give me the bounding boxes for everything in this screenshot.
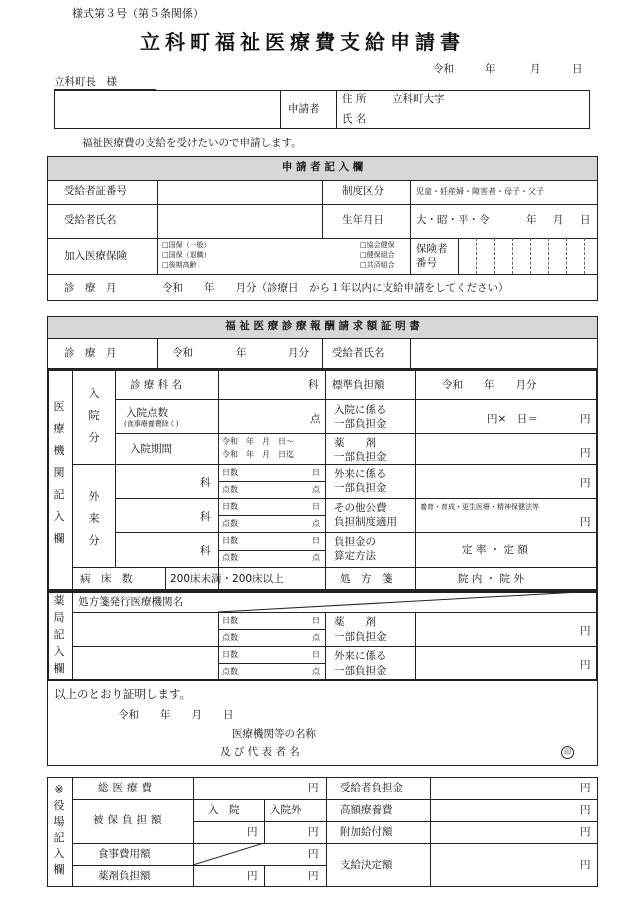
page-title: 立科町福祉医療費支給申請書 [140, 30, 465, 54]
points-label: 入院点数 [126, 407, 168, 419]
inpatient-copay-label-2: 一部負担金 [334, 418, 387, 430]
application-statement: 福祉医療費の支給を受けたいので申請します。 [82, 137, 302, 149]
ph2-days-label: 日数 [222, 650, 238, 659]
representative-label: 及 び 代 表 者 名 [220, 746, 300, 758]
high-cost-yen: 円 [580, 804, 591, 816]
drug-burden-yen-1: 円 [247, 870, 258, 882]
insurance-kyokai[interactable]: □協会健保 [360, 241, 395, 249]
meal-yen: 円 [308, 848, 319, 860]
dob-month: 月 [553, 214, 564, 226]
period-start[interactable]: 令和 年 月 日〜 [222, 437, 294, 446]
ph2-days-unit: 日 [312, 650, 320, 659]
ph-drug-copay-label-2: 一部負担金 [334, 631, 387, 643]
treatment-month-value[interactable]: 令和 年 月分（診療日 から１年以内に支給申請をしてください） [162, 282, 509, 294]
ph-outpatient-copay-yen: 円 [580, 659, 591, 671]
date-year: 年 [485, 63, 496, 75]
section1-heading: 申 請 者 記 入 欄 [281, 161, 364, 173]
dob-year: 年 [526, 214, 537, 226]
applicant-box [54, 90, 590, 129]
drug-copay-label-1: 薬 剤 [334, 437, 376, 449]
certify-text: 以上のとおり証明します。 [54, 687, 192, 701]
date-month: 月 [530, 63, 541, 75]
recipient-name-label: 受給者氏名 [64, 214, 117, 226]
other-public-yen: 円 [580, 516, 591, 528]
dept-label: 診 療 科 名 [130, 379, 183, 391]
insurance-kyosai[interactable]: □共済組合 [360, 261, 395, 269]
out2-days-label: 日数 [222, 502, 238, 511]
cert-no-label: 受給者証番号 [64, 185, 127, 197]
out2-days-unit: 日 [312, 502, 320, 511]
additional-label: 附加給付額 [340, 826, 393, 838]
drug-copay-label-2: 一部負担金 [334, 451, 387, 463]
insurance-label: 加入医療保険 [64, 250, 127, 262]
insurer-no-label-2: 番号 [416, 257, 437, 269]
insured-inpatient-yen: 円 [247, 826, 258, 838]
outpatient-copay-yen: 円 [580, 477, 591, 489]
beds-value[interactable]: 200床未満・200床以上 [170, 573, 284, 585]
issuing-institution-label: 処方箋発行医療機関名 [78, 596, 183, 608]
meal-label: 食事費用額 [98, 848, 151, 860]
ph-outpatient-copay-label-2: 一部負担金 [334, 665, 387, 677]
pharmacy-side-label: 薬 局 記 入 欄 [53, 594, 65, 675]
additional-yen: 円 [580, 826, 591, 838]
out1-points-unit: 点 [312, 485, 320, 494]
outpatient-copay-label-2: 一部負担金 [334, 482, 387, 494]
s2-treatment-month-label: 診 療 月 [64, 347, 117, 359]
drug-burden-label: 薬剤負担額 [98, 870, 151, 882]
out1-points-label: 点数 [222, 485, 238, 494]
insurance-national-retired[interactable]: □国保（退職） [162, 251, 211, 259]
std-burden-label: 標準負担額 [332, 379, 385, 391]
inpatient-side-label: 入 院 分 [88, 387, 100, 444]
s2-month: 月分 [288, 347, 309, 359]
outpatient-dept-3-unit: 科 [200, 545, 211, 557]
insured-outpatient-yen: 円 [308, 826, 319, 838]
out3-days-unit: 日 [312, 536, 320, 545]
recipient-burden-label: 受給者負担金 [340, 782, 403, 794]
insured-inpatient-header: 入 院 [208, 804, 240, 816]
ph2-points-label: 点数 [222, 667, 238, 676]
treatment-month-label: 診 療 月 [64, 282, 117, 294]
s2-year: 年 [236, 347, 247, 359]
form-number: 様式第３号（第５条関係） [72, 7, 204, 20]
insured-outpatient-header: 入院外 [270, 804, 302, 816]
category-label: 制度区分 [342, 185, 384, 197]
ph1-days-unit: 日 [312, 616, 320, 625]
decision-yen: 円 [580, 859, 591, 871]
addressee: 立科町長 様 [54, 76, 117, 88]
insurance-kumiai[interactable]: □健保組合 [360, 251, 395, 259]
s2-recipient-name-label: 受給者氏名 [332, 347, 385, 359]
burden-calc-label-1: 負担金の [334, 536, 376, 548]
dob-era[interactable]: 大・昭・平・令 [416, 214, 490, 226]
institution-name-label: 医療機関等の名称 [232, 728, 316, 740]
section2-heading: 福 祉 医 療 診 療 報 酬 請 求 額 証 明 書 [225, 320, 420, 332]
seal-mark: 印 [561, 746, 574, 759]
out2-points-unit: 点 [312, 519, 320, 528]
period-label: 入院期間 [130, 443, 172, 455]
outpatient-dept-1-unit: 科 [200, 477, 211, 489]
date-era: 令和 [433, 63, 454, 75]
total-label: 総医療費 [98, 782, 156, 794]
recipient-burden-yen: 円 [580, 782, 591, 794]
burden-calc-value[interactable]: 定 率 ・ 定 額 [462, 544, 528, 556]
total-yen: 円 [308, 782, 319, 794]
std-burden-value[interactable]: 令和 年 月分 [442, 379, 537, 391]
category-value[interactable]: 児童・妊産婦・障害者・母子・父子 [416, 187, 544, 196]
ph-drug-copay-label-1: 薬 剤 [334, 616, 376, 628]
out2-points-label: 点数 [222, 519, 238, 528]
out3-days-label: 日数 [222, 536, 238, 545]
out1-days-unit: 日 [312, 468, 320, 477]
other-public-label-1: その他公費 [334, 502, 387, 514]
date-day: 日 [572, 63, 583, 75]
insurance-national-general[interactable]: □国保（一般） [162, 241, 211, 249]
applicant-label: 申請者 [288, 103, 320, 115]
out1-days-label: 日数 [222, 468, 238, 477]
other-public-value[interactable]: 養育・育成・更生医療・精神保健法等 [420, 503, 539, 511]
inpatient-copay-yen: 円 [580, 413, 591, 425]
inpatient-copay-calc[interactable]: 円× 日＝ [487, 413, 538, 425]
drug-burden-yen-2: 円 [308, 870, 319, 882]
dob-day: 日 [580, 214, 591, 226]
dob-label: 生年月日 [342, 214, 384, 226]
s2-era: 令和 [172, 347, 193, 359]
drug-copay-yen: 円 [580, 447, 591, 459]
outpatient-dept-2-unit: 科 [200, 511, 211, 523]
ph2-points-unit: 点 [312, 667, 320, 676]
address-label: 住 所 [342, 93, 367, 105]
ph1-days-label: 日数 [222, 616, 238, 625]
outpatient-side-label: 外 来 分 [88, 490, 100, 547]
prescription-value[interactable]: 院 内 ・ 院 外 [458, 573, 524, 585]
medical-institution-section [47, 369, 598, 591]
certify-date[interactable]: 令和 年 月 日 [118, 709, 234, 721]
beds-label: 病 床 数 [80, 573, 133, 585]
points-unit: 点 [310, 413, 321, 425]
ph-drug-copay-yen: 円 [580, 625, 591, 637]
out3-points-unit: 点 [312, 553, 320, 562]
insurance-elderly[interactable]: □後期高齢 [162, 261, 197, 269]
ph1-points-label: 点数 [222, 633, 238, 642]
prescription-label: 処 方 箋 [340, 573, 393, 585]
inpatient-copay-label-1: 入院に係る [334, 404, 387, 416]
period-end[interactable]: 令和 年 月 日迄 [222, 450, 294, 459]
address-value[interactable]: 立科町大字 [392, 93, 445, 105]
other-public-label-2: 負担制度適用 [334, 516, 397, 528]
out3-points-label: 点数 [222, 553, 238, 562]
burden-calc-label-2: 算定方法 [334, 550, 376, 562]
office-side-label: ※ 役 場 記 入 欄 [53, 783, 65, 876]
ph-outpatient-copay-label-1: 外来に係る [334, 650, 387, 662]
outpatient-copay-label-1: 外来に係る [334, 468, 387, 480]
medical-side-label: 医 療 機 関 記 入 欄 [53, 400, 65, 545]
ph1-points-unit: 点 [312, 633, 320, 642]
high-cost-label: 高額療養費 [340, 804, 393, 816]
decision-label: 支給決定額 [340, 859, 393, 871]
insured-burden-label: 被保負担額 [93, 814, 166, 826]
name-label: 氏 名 [342, 113, 367, 125]
dept-unit-inpatient: 科 [308, 379, 319, 391]
insurer-no-label-1: 保険者 [416, 243, 448, 255]
points-sub: (食事療養費除く) [124, 420, 179, 428]
